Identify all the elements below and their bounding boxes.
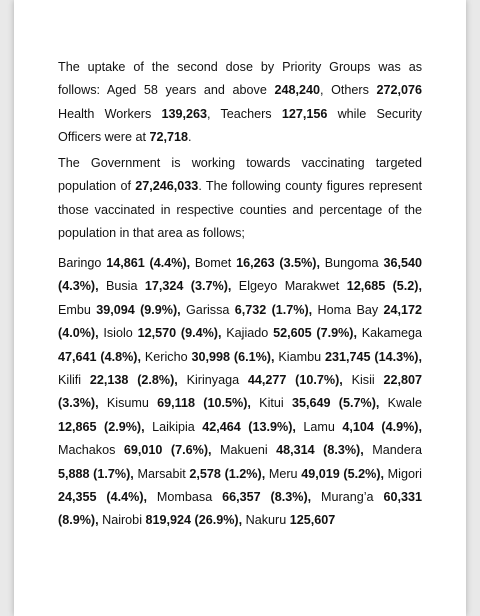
figure-text: 72,718 <box>149 130 188 145</box>
body-text: Baringo <box>58 256 107 270</box>
body-text: Garissa <box>180 302 235 317</box>
figure-text: 69,010 (7.6%), <box>123 443 212 458</box>
body-text: . <box>187 130 192 145</box>
body-text: Nakuru <box>242 513 290 528</box>
body-text: Lamu <box>295 419 343 434</box>
body-text: Elgeyo Marakwet <box>231 279 347 294</box>
body-text: Marsabit <box>133 466 190 481</box>
figure-text: 24,355 (4.4%), <box>58 490 148 505</box>
figure-text: 127,156 <box>281 106 328 121</box>
figure-text: 48,314 (8.3%), <box>276 443 364 458</box>
body-text: Kwale <box>379 396 422 411</box>
body-text: Kirinyaga <box>177 373 248 388</box>
body-text: Bomet <box>190 256 237 270</box>
figure-text: 27,246,033 <box>135 179 199 194</box>
figure-text: 14,861 (4.4%), <box>106 256 191 270</box>
paragraph-second-dose-uptake <box>58 56 422 150</box>
figure-text: 24,172 (4.0%), <box>58 302 423 341</box>
body-text: Murang’a <box>311 490 384 505</box>
body-text: Kericho <box>141 349 192 364</box>
body-text: Kitui <box>250 396 292 411</box>
body-text: Embu <box>58 302 97 317</box>
figure-text: 231,745 (14.3%), <box>324 349 422 364</box>
figure-text: 44,277 (10.7%), <box>247 373 343 388</box>
body-text: Mandera <box>363 443 422 458</box>
figure-text: 12,685 (5.2), <box>346 279 422 294</box>
figure-text: 6,732 (1.7%), <box>234 302 313 317</box>
body-text: Busia <box>98 279 145 294</box>
figure-text: 12,570 (9.4%), <box>137 326 222 341</box>
figure-text: 60,331 (8.9%), <box>58 490 422 528</box>
figure-text: 272,076 <box>376 83 422 98</box>
body-text: Kisii <box>342 373 384 388</box>
body-text: Bungoma <box>319 256 384 270</box>
figure-text: 22,807 (3.3%), <box>58 373 422 411</box>
body-text: Homa Bay <box>312 302 384 317</box>
body-text: Kakamega <box>356 326 422 341</box>
body-text: Health Workers <box>58 106 162 121</box>
body-text: Kajiado <box>221 326 274 341</box>
body-text: , Others <box>319 83 377 98</box>
figure-text: 248,240 <box>274 83 320 98</box>
figure-text: 66,357 (8.3%), <box>222 490 312 505</box>
body-text: while Security Officers were at <box>58 106 422 145</box>
figure-text: 35,649 (5.7%), <box>291 396 380 411</box>
paragraph-county-figures <box>58 252 422 533</box>
body-text: . The following county figures represent those vaccinated in respective counties and percentage of the population in that area as follows; <box>58 179 422 241</box>
figure-text: 36,540 (4.3%), <box>58 256 422 294</box>
figure-text: 49,019 (5.2%), <box>301 466 385 481</box>
body-text: Isiolo <box>98 326 138 341</box>
figure-text: 17,324 (3.7%), <box>144 279 232 294</box>
body-text: The Government is working towards vaccinating targeted population of <box>58 156 422 194</box>
body-text: , Teachers <box>207 106 282 121</box>
body-text: Kisumu <box>98 396 158 411</box>
body-text: Migori <box>384 466 422 481</box>
figure-text: 125,607 <box>289 513 336 528</box>
body-text: Machakos <box>58 443 124 458</box>
body-text: Kiambu <box>274 349 325 364</box>
body-text: Meru <box>265 466 302 481</box>
figure-text: 16,263 (3.5%), <box>236 256 320 270</box>
figure-text: 2,578 (1.2%), <box>189 466 266 481</box>
body-text: Laikipia <box>144 419 203 434</box>
figure-text: 22,138 (2.8%), <box>89 373 178 388</box>
figure-text: 30,998 (6.1%), <box>191 349 275 364</box>
body-text: Kilifi <box>58 373 90 388</box>
figure-text: 42,464 (13.9%), <box>202 419 296 434</box>
figure-text: 12,865 (2.9%), <box>58 419 145 434</box>
body-text: Makueni <box>211 443 277 458</box>
body-text: Mombasa <box>147 490 223 505</box>
document-page <box>14 0 466 616</box>
figure-text: 139,263 <box>161 106 208 121</box>
figure-text: 819,924 (26.9%), <box>145 513 243 528</box>
figure-text: 4,104 (4.9%), <box>342 419 422 434</box>
figure-text: 5,888 (1.7%), <box>58 466 134 481</box>
figure-text: 39,094 (9.9%), <box>96 302 181 317</box>
figure-text: 69,118 (10.5%), <box>157 396 251 411</box>
paragraph-vaccination-target <box>58 152 422 246</box>
figure-text: 52,605 (7.9%), <box>273 326 357 341</box>
figure-text: 47,641 (4.8%), <box>58 349 141 364</box>
body-text: The uptake of the second dose by Priority Groups was as follows: Aged 58 years and above <box>58 60 422 98</box>
body-text: Nairobi <box>98 513 146 528</box>
